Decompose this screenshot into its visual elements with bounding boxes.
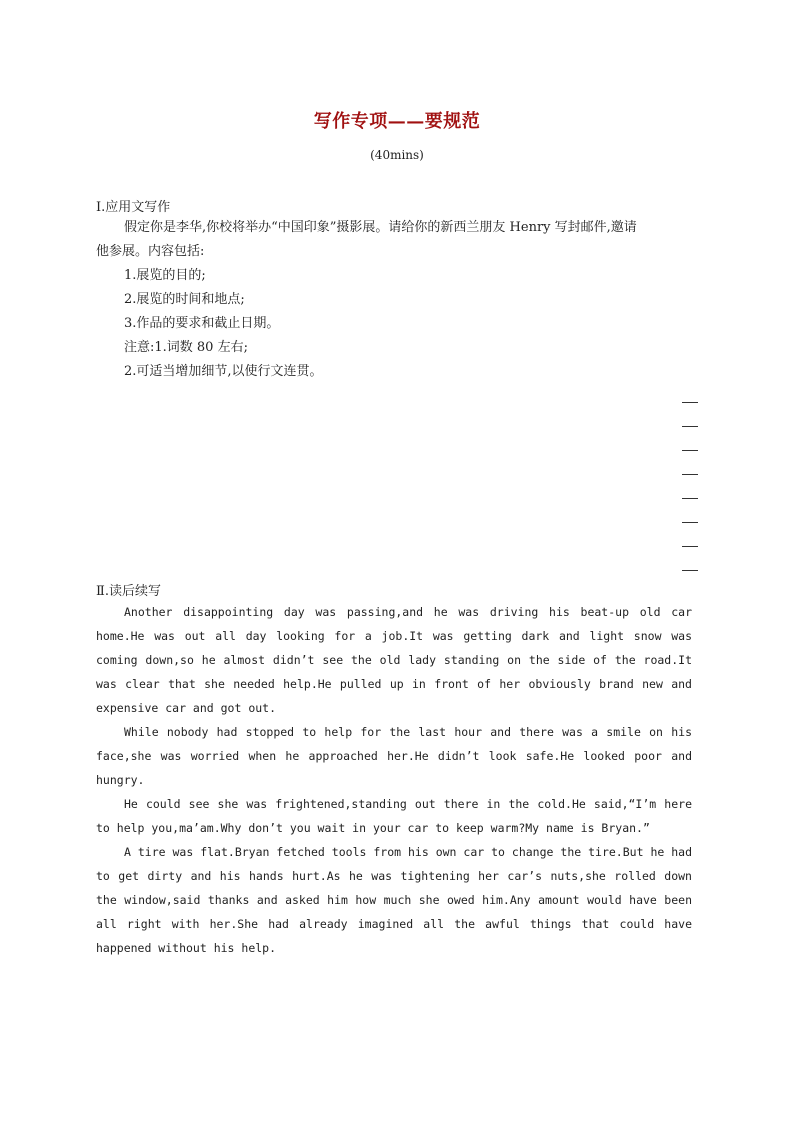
- list-item: 注意:1.词数 80 左右;: [124, 340, 248, 355]
- time-limit: (40mins): [370, 148, 424, 162]
- answer-line[interactable]: [682, 536, 698, 560]
- prompt-line: 假定你是李华,你校将举办“中国印象”摄影展。请给你的新西兰朋友 Henry 写封邮件,邀请: [124, 220, 637, 235]
- answer-line[interactable]: [682, 512, 698, 536]
- list-item: 1.展览的目的;: [124, 268, 206, 283]
- requirement-list: [124, 264, 684, 384]
- section-heading-continuation-writing: Ⅱ.读后续写: [96, 584, 161, 599]
- list-item: 2.展览的时间和地点;: [124, 292, 245, 307]
- story-paragraph: Another disappointing day was passing,and he was driving his beat-up old car home.He was out all day looking for a job.It was getting dark and light snow was coming down,so he almost didn’t see the old lady standing on the side of the road.It was clear that she needed help.He pulled up in front of her obviously brand new and expensive car and got out.: [96, 605, 692, 715]
- story-paragraph: He could see she was frightened,standing out there in the cold.He said,“I’m here to help you,ma’am.Why don’t you wait in your car to keep warm?My name is Bryan.”: [96, 797, 692, 835]
- answer-line[interactable]: [682, 488, 698, 512]
- list-item: 2.可适当增加细节,以使行文连贯。: [124, 364, 323, 379]
- page-title: 写作专项——要规范: [313, 111, 481, 132]
- answer-line[interactable]: [682, 416, 698, 440]
- answer-line[interactable]: [682, 560, 698, 584]
- story-passage: [96, 600, 692, 960]
- answer-line[interactable]: [682, 464, 698, 488]
- list-item: 3.作品的要求和截止日期。: [124, 316, 280, 331]
- answer-lines: [682, 392, 698, 584]
- section-heading-practical-writing: Ⅰ.应用文写作: [96, 200, 171, 215]
- prompt-line: 他参展。内容包括:: [96, 244, 205, 259]
- story-paragraph: A tire was flat.Bryan fetched tools from his own car to change the tire.But he had to get dirty and his hands hurt.As he was tightening her car’s nuts,she rolled down the window,said thanks and asked him how much she owed him.Any amount would have been all right with her.She had already imagined all the awful things that could have happened without his help.: [96, 845, 692, 955]
- story-paragraph: While nobody had stopped to help for the last hour and there was a smile on his face,she was worried when he approached her.He didn’t look safe.He looked poor and hungry.: [96, 725, 692, 787]
- writing-prompt: [96, 216, 696, 264]
- answer-line[interactable]: [682, 440, 698, 464]
- answer-line[interactable]: [682, 392, 698, 416]
